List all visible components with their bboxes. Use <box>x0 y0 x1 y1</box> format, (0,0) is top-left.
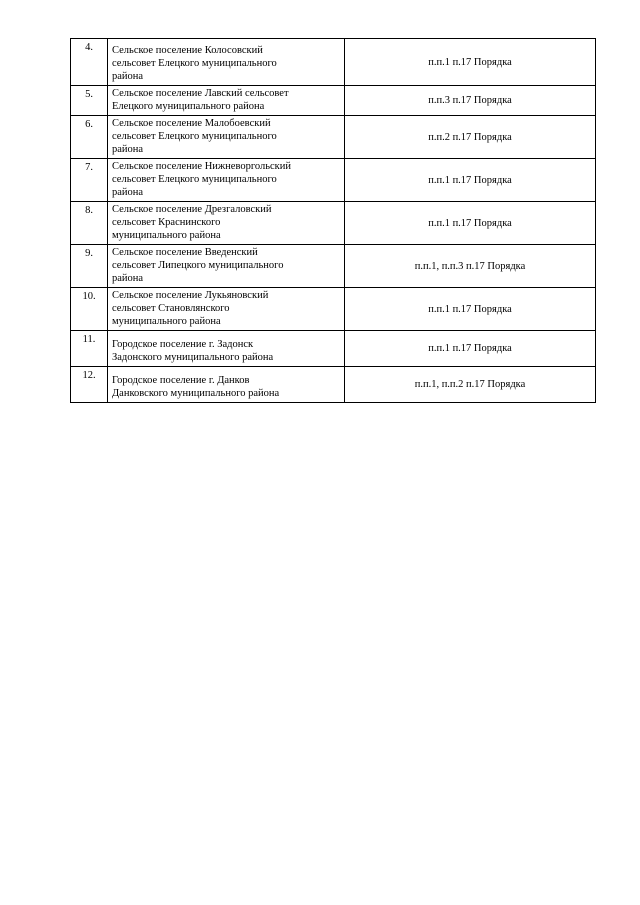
settlement-name-line: района <box>112 144 144 155</box>
row-number: 6. <box>71 116 108 159</box>
legal-basis: п.п.1 п.17 Порядка <box>345 159 596 202</box>
settlement-name-line: муниципального района <box>112 230 221 241</box>
row-number: 7. <box>71 159 108 202</box>
settlement-name-line: района <box>112 273 144 284</box>
legal-basis: п.п.2 п.17 Порядка <box>345 116 596 159</box>
row-number: 8. <box>71 202 108 245</box>
settlement-name-line: района <box>112 71 144 82</box>
table-row <box>71 288 596 331</box>
legal-basis: п.п.1, п.п.3 п.17 Порядка <box>345 245 596 288</box>
settlement-name-line: сельсовет Становлянского <box>112 303 230 314</box>
settlement-name-line: сельсовет Елецкого муниципального <box>112 131 277 142</box>
legal-basis: п.п.1 п.17 Порядка <box>345 39 596 86</box>
settlement-name <box>108 116 345 159</box>
settlement-name-line: Данковского муниципального района <box>112 388 280 399</box>
row-number: 9. <box>71 245 108 288</box>
row-number: 5. <box>71 86 108 116</box>
settlement-name-line: сельсовет Елецкого муниципального <box>112 174 277 185</box>
legal-basis: п.п.1 п.17 Порядка <box>345 331 596 367</box>
settlement-name-line: Задонского муниципального района <box>112 352 274 363</box>
settlement-name <box>108 245 345 288</box>
settlements-table <box>70 38 596 403</box>
settlement-name-line: Сельское поселение Малобоевский <box>112 118 271 129</box>
table-row <box>71 245 596 288</box>
settlement-name <box>108 331 345 367</box>
legal-basis: п.п.1, п.п.2 п.17 Порядка <box>345 367 596 403</box>
settlement-name-line: сельсовет Липецкого муниципального <box>112 260 284 271</box>
table-row <box>71 202 596 245</box>
settlement-name <box>108 86 345 116</box>
settlement-name-line: Елецкого муниципального района <box>112 101 265 112</box>
row-number: 11. <box>71 331 108 367</box>
legal-basis: п.п.3 п.17 Порядка <box>345 86 596 116</box>
settlement-name-line: Сельское поселение Лавский сельсовет <box>112 88 289 99</box>
table-body <box>71 39 596 403</box>
settlement-name-line: сельсовет Елецкого муниципального <box>112 58 277 69</box>
table-row <box>71 86 596 116</box>
legal-basis: п.п.1 п.17 Порядка <box>345 288 596 331</box>
settlement-name <box>108 39 345 86</box>
settlement-name <box>108 367 345 403</box>
settlement-name-line: Сельское поселение Колосовский <box>112 45 263 56</box>
settlement-name <box>108 288 345 331</box>
settlement-name-line: Сельское поселение Лукьяновский <box>112 290 269 301</box>
settlement-name-line: сельсовет Краснинского <box>112 217 221 228</box>
table-row <box>71 159 596 202</box>
settlement-name-line: Сельское поселение Дрезгаловский <box>112 204 272 215</box>
table-row <box>71 367 596 403</box>
settlement-name-line: муниципального района <box>112 316 221 327</box>
table-row <box>71 331 596 367</box>
row-number: 12. <box>71 367 108 403</box>
settlement-name-line: Сельское поселение Введенский <box>112 247 258 258</box>
table-row <box>71 39 596 86</box>
settlement-name-line: Городское поселение г. Данков <box>112 375 250 386</box>
settlement-name-line: Сельское поселение Нижневоргольский <box>112 161 292 172</box>
table-row <box>71 116 596 159</box>
row-number: 4. <box>71 39 108 86</box>
settlement-name-line: Городское поселение г. Задонск <box>112 339 254 350</box>
settlement-name <box>108 202 345 245</box>
row-number: 10. <box>71 288 108 331</box>
legal-basis: п.п.1 п.17 Порядка <box>345 202 596 245</box>
settlement-name-line: района <box>112 187 144 198</box>
settlement-name <box>108 159 345 202</box>
